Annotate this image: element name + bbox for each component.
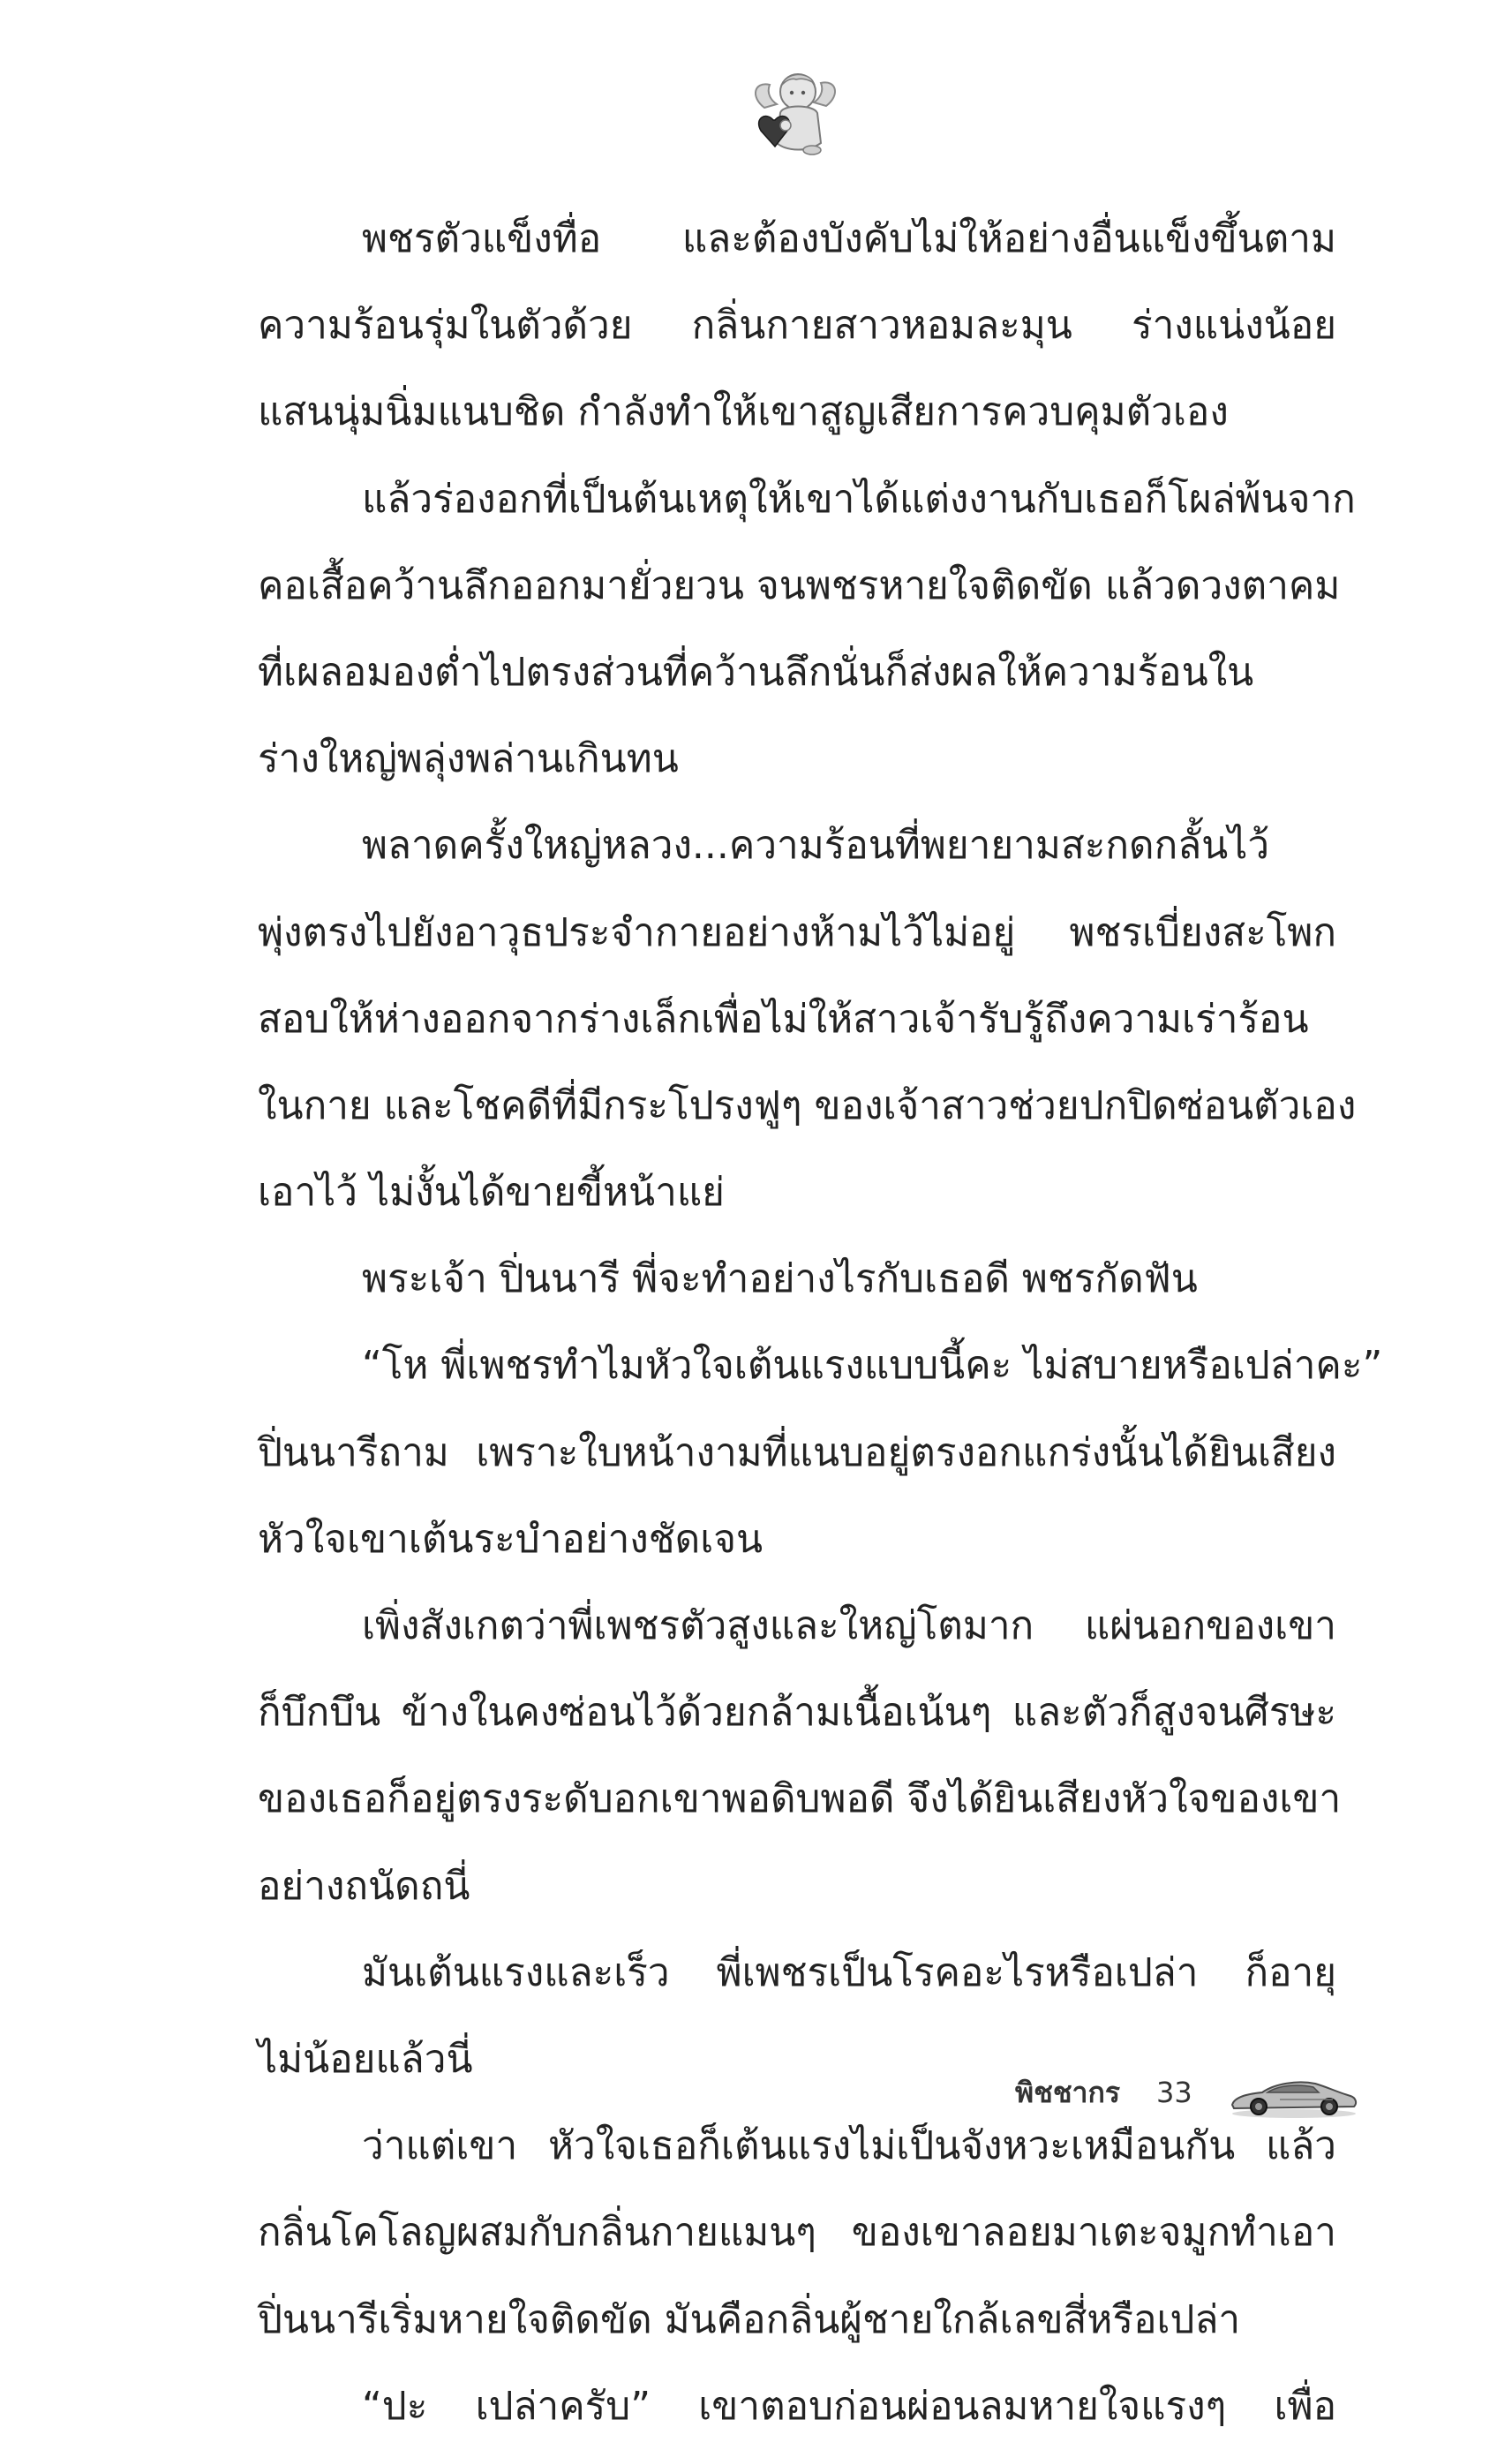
text-line: คอเสื้อคว้านลึกออกมายั่วยวน จนพชรหายใจติดขัด แล้วดวงตาคม xyxy=(258,562,1341,608)
text-line: แล้วร่องอกที่เป็นต้นเหตุให้เขาได้แต่งงานกับเธอก็โผล่พ้นจาก xyxy=(362,476,1356,522)
text-line: อย่างถนัดถนี่ xyxy=(258,1863,470,1909)
text-line: “โห พี่เพชรทำไมหัวใจเต้นแรงแบบนี้คะ ไม่สบายหรือเปล่าคะ” xyxy=(362,1343,1383,1389)
text-line: ปิ่นนารีเริ่มหายใจติดขัด มันคือกลิ่นผู้ชายใกล้เลขสี่หรือเปล่า xyxy=(258,2296,1241,2342)
text-line: ความร้อนรุ่มในตัวด้วย กลิ่นกายสาวหอมละมุน ร่างแน่งน้อย xyxy=(258,303,1336,349)
text-line: พระเจ้า ปิ่นนารี พี่จะทำอย่างไรกับเธอดี พชรกัดฟัน xyxy=(362,1256,1198,1302)
text-line: พลาดครั้งใหญ่หลวง...ความร้อนที่พยายามสะกดกลั้นไว้ xyxy=(362,823,1270,869)
sports-car-icon xyxy=(1227,2064,1359,2121)
footer-author: พิชชากร xyxy=(1015,2076,1121,2109)
text-line: สอบให้ห่างออกจากร่างเล็กเพื่อไม่ให้สาวเจ้ารับรู้ถึงความเร่าร้อน xyxy=(258,996,1309,1042)
text-line: ของเธอก็อยู่ตรงระดับอกเขาพอดิบพอดี จึงได้ยินเสียงหัวใจของเขา xyxy=(258,1776,1342,1822)
text-line: มันเต้นแรงและเร็ว พี่เพชรเป็นโรคอะไรหรือเปล่า ก็อายุ xyxy=(362,1949,1336,1995)
text-line: ปิ่นนารีถาม เพราะใบหน้างามที่แนบอยู่ตรงอกแกร่งนั้นได้ยินเสียง xyxy=(258,1429,1336,1475)
text-line: ไม่น้อยแล้วนี่ xyxy=(258,2036,473,2082)
page-footer xyxy=(1015,2064,1386,2135)
text-line: แสนนุ่มนิ่มแนบชิด กำลังทำให้เขาสูญเสียการควบคุมตัวเอง xyxy=(258,389,1229,435)
page-number: 33 xyxy=(1156,2076,1192,2109)
text-line: หัวใจเขาเต้นระบำอย่างชัดเจน xyxy=(258,1516,764,1562)
text-line: เพิ่งสังเกตว่าพี่เพชรตัวสูงและใหญ่โตมาก แผ่นอกของเขา xyxy=(362,1603,1336,1648)
text-line: พชรตัวแข็งทื่อ และต้องบังคับไม่ให้อย่างอื่นแข็งขึ้นตาม xyxy=(362,216,1336,261)
text-line: ว่าแต่เขา หัวใจเธอก็เต้นแรงไม่เป็นจังหวะเหมือนกัน แล้ว xyxy=(362,2123,1336,2169)
text-line: เอาไว้ ไม่งั้นได้ขายขี้หน้าแย่ xyxy=(258,1170,725,1216)
text-line: “ปะ เปล่าครับ” เขาตอบก่อนผ่อนลมหายใจแรงๆ เพื่อ xyxy=(362,2383,1336,2429)
text-line: ในกาย และโชคดีที่มีกระโปรงฟูๆ ของเจ้าสาวช่วยปกปิดซ่อนตัวเอง xyxy=(258,1082,1357,1128)
text-line: ที่เผลอมองต่ำไปตรงส่วนที่คว้านลึกนั่นก็ส่งผลให้ความร้อนใน xyxy=(258,649,1254,695)
text-line: พุ่งตรงไปยังอาวุธประจำกายอย่างห้ามไว้ไม่อยู่ พชรเบี่ยงสะโพก xyxy=(258,909,1336,955)
text-line: กลิ่นโคโลญผสมกับกลิ่นกายแมนๆ ของเขาลอยมาเตะจมูกทำเอา xyxy=(258,2210,1336,2256)
cherub-with-heart-icon xyxy=(747,62,844,159)
text-line: ก็บึกบึน ข้างในคงซ่อนไว้ด้วยกล้ามเนื้อเน้นๆ และตัวก็สูงจนศีรษะ xyxy=(258,1690,1336,1736)
text-line: ร่างใหญ่พลุ่งพล่านเกินทน xyxy=(258,736,679,782)
